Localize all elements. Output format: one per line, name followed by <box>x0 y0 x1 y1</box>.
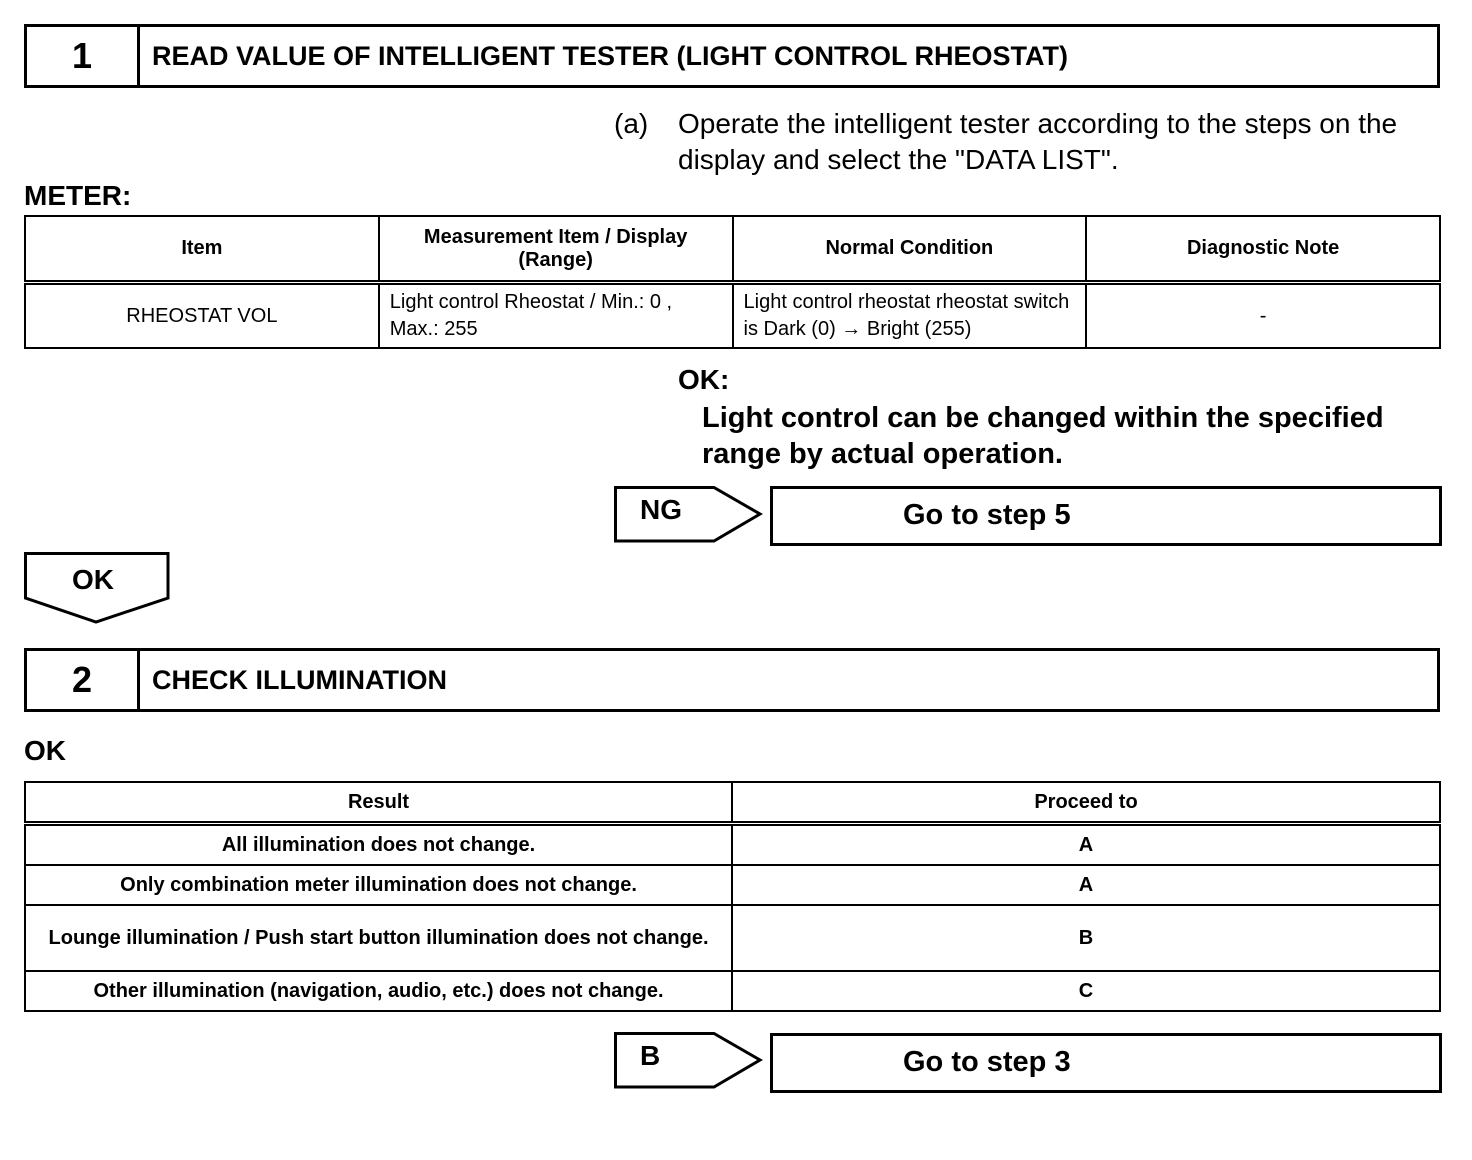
ng-label: NG <box>640 494 682 525</box>
column-header: Item <box>25 216 379 283</box>
column-header: Measurement Item / Display (Range) <box>379 216 733 283</box>
column-header: Diagnostic Note <box>1086 216 1440 283</box>
table-cell: A <box>732 824 1440 866</box>
goto-step-3-text: Go to step 3 <box>903 1046 1071 1078</box>
step-2-number: 2 <box>27 651 140 709</box>
table-cell: Only combination meter illumination does not change. <box>25 865 732 905</box>
ok-condition <box>678 364 1442 472</box>
b-branch-arrow <box>614 1032 762 1088</box>
table-cell: B <box>732 905 1440 971</box>
column-header: Normal Condition <box>733 216 1087 283</box>
table-cell: A <box>732 865 1440 905</box>
column-header: Result <box>25 782 732 824</box>
ok-label: OK <box>24 735 66 766</box>
step-2-title: CHECK ILLUMINATION <box>152 664 447 695</box>
b-label: B <box>640 1040 661 1071</box>
table-row <box>25 283 1440 349</box>
table-header-row <box>25 216 1440 283</box>
step-1-header <box>24 24 1440 88</box>
table-cell: All illumination does not change. <box>25 824 732 866</box>
table-row <box>25 971 1440 1011</box>
table-cell: Other illumination (navigation, audio, etc.) does not change. <box>25 971 732 1011</box>
ok-condition-text: Light control can be changed within the specified range by actual operation. <box>702 402 1384 470</box>
table-cell: - <box>1086 283 1440 349</box>
ok-arrow-label: OK <box>72 564 114 595</box>
table-header-row <box>25 782 1440 824</box>
step-1-number: 1 <box>27 27 140 85</box>
goto-step-5-text: Go to step 5 <box>903 499 1071 531</box>
table-row <box>25 865 1440 905</box>
ok-condition-title: OK: <box>678 364 730 395</box>
right-arrow-icon <box>614 486 764 544</box>
goto-step-5-box <box>770 486 1442 546</box>
ng-branch-arrow <box>614 486 762 542</box>
step-1-title: READ VALUE OF INTELLIGENT TESTER (LIGHT CONTROL RHEOSTAT) <box>152 40 1068 71</box>
table-cell: Light control rheostat rheostat switch is Dark (0) → Bright (255) <box>733 283 1087 349</box>
instruction-text: Operate the intelligent tester according to the steps on the display and select the "DATA LIST". <box>678 108 1398 175</box>
table-cell: Lounge illumination / Push start button illumination does not change. <box>25 905 732 971</box>
goto-step-3-box <box>770 1033 1442 1093</box>
table-cell: C <box>732 971 1440 1011</box>
instruction-label: (a) <box>614 108 649 139</box>
column-header: Proceed to <box>732 782 1440 824</box>
table-row <box>25 905 1440 971</box>
table-cell: RHEOSTAT VOL <box>25 283 379 349</box>
meter-label: METER: <box>24 180 132 211</box>
right-arrow-icon <box>614 1032 764 1090</box>
table-cell: Light control Rheostat / Min.: 0 , Max.: 255 <box>379 283 733 349</box>
result-table <box>24 781 1441 1012</box>
step-2-header <box>24 648 1440 712</box>
ok-down-arrow <box>24 552 170 624</box>
meter-table <box>24 215 1441 349</box>
table-row <box>25 824 1440 866</box>
